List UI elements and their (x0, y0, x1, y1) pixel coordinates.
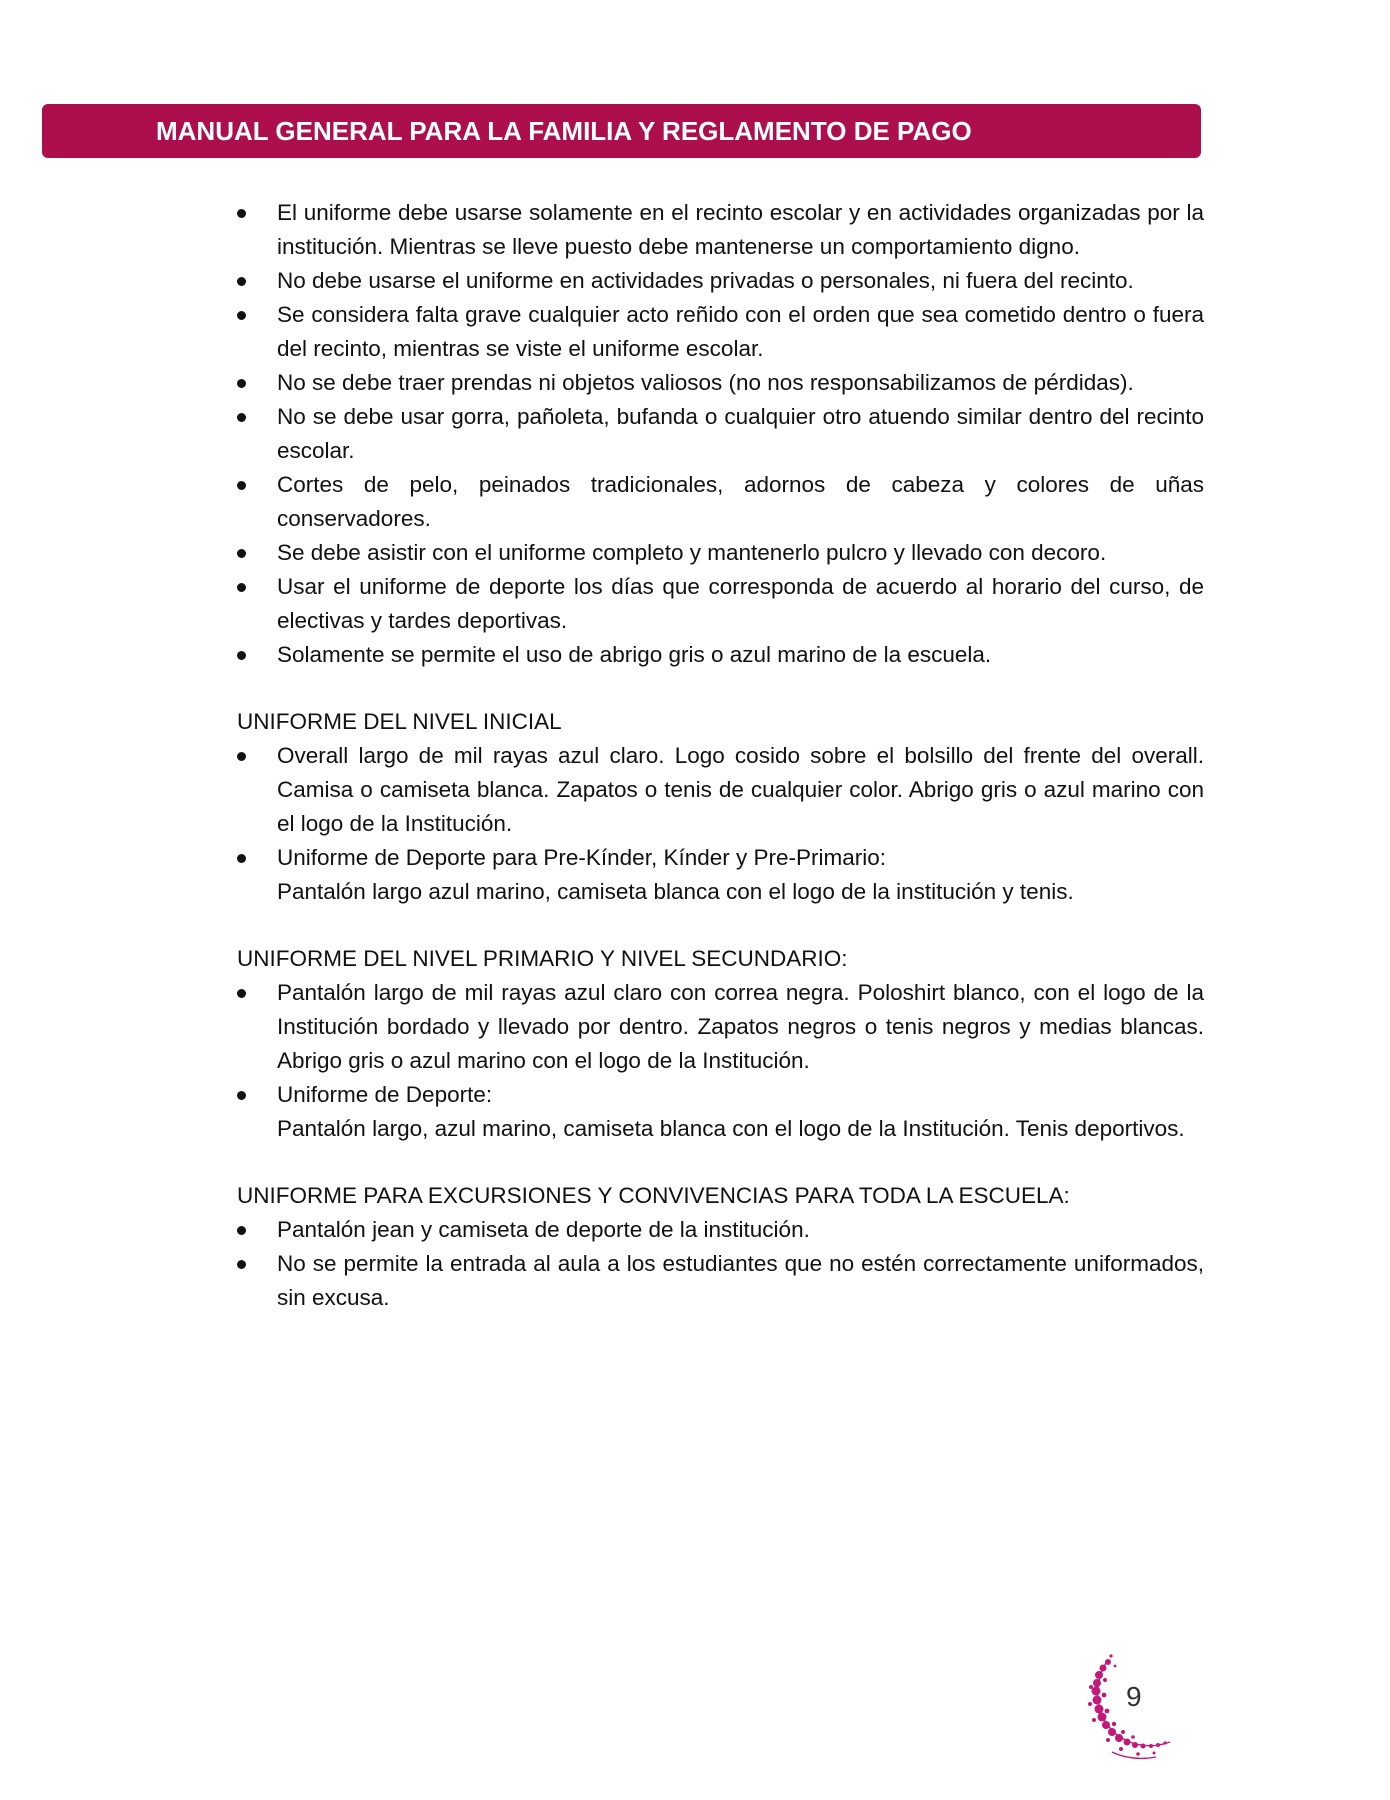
list-item: El uniforme debe usarse solamente en el recinto escolar y en actividades organizadas por la institución. Mientras se lleve puesto debe mantenerse un comportamiento digno. (237, 196, 1204, 264)
list-item: No se permite la entrada al aula a los estudiantes que no estén correctamente uniformados, sin excusa. (237, 1247, 1204, 1315)
list-item: Solamente se permite el uso de abrigo gris o azul marino de la escuela. (237, 638, 1204, 672)
list-item-detail: Pantalón largo azul marino, camiseta blanca con el logo de la institución y tenis. (277, 879, 1074, 904)
list-item: Se considera falta grave cualquier acto reñido con el orden que sea cometido dentro o fuera del recinto, mientras se viste el uniforme escolar. (237, 298, 1204, 366)
list-item (237, 841, 1204, 909)
list-item-title: Uniforme de Deporte para Pre-Kínder, Kínder y Pre-Primario: (277, 845, 887, 870)
list-item: No se debe usar gorra, pañoleta, bufanda o cualquier otro atuendo similar dentro del recinto escolar. (237, 400, 1204, 468)
list-item: No se debe traer prendas ni objetos valiosos (no nos responsabilizamos de pérdidas). (237, 366, 1204, 400)
list-item: No debe usarse el uniforme en actividades privadas o personales, ni fuera del recinto. (237, 264, 1204, 298)
list-item-detail: Pantalón largo, azul marino, camiseta blanca con el logo de la Institución. Tenis deportivos. (277, 1116, 1185, 1141)
header-band (42, 104, 1201, 158)
page-title: MANUAL GENERAL PARA LA FAMILIA Y REGLAMENTO DE PAGO (156, 116, 972, 146)
list-item: Cortes de pelo, peinados tradicionales, adornos de cabeza y colores de uñas conservadores. (237, 468, 1204, 536)
list-item: Overall largo de mil rayas azul claro. Logo cosido sobre el bolsillo del frente del overall. Camisa o camiseta blanca. Zapatos o tenis de cualquier color. Abrigo gris o azul marino con el logo de la Institución. (237, 739, 1204, 841)
list-item-title: Uniforme de Deporte: (277, 1082, 493, 1107)
list-item: Se debe asistir con el uniforme completo y mantenerlo pulcro y llevado con decoro. (237, 536, 1204, 570)
section-heading-inicial: UNIFORME DEL NIVEL INICIAL (237, 709, 562, 734)
primario-list (237, 976, 1204, 1146)
excursiones-list (237, 1213, 1204, 1315)
list-item (237, 1078, 1204, 1146)
section-heading-excursiones: UNIFORME PARA EXCURSIONES Y CONVIVENCIAS PARA TODA LA ESCUELA: (237, 1183, 1070, 1208)
list-item: Usar el uniforme de deporte los días que corresponda de acuerdo al horario del curso, de electivas y tardes deportivas. (237, 570, 1204, 638)
page-number: 9 (1126, 1681, 1142, 1712)
inicial-list (237, 739, 1204, 909)
list-item: Pantalón jean y camiseta de deporte de la institución. (237, 1213, 1204, 1247)
list-item: Pantalón largo de mil rayas azul claro con correa negra. Poloshirt blanco, con el logo de la Institución bordado y llevado por dentro. Zapatos negros o tenis negros y medias blancas. Abrigo gris o azul marino con el logo de la Institución. (237, 976, 1204, 1078)
rules-list (237, 196, 1204, 672)
content-body (237, 196, 1204, 1315)
section-heading-primario: UNIFORME DEL NIVEL PRIMARIO Y NIVEL SECUNDARIO: (237, 946, 848, 971)
